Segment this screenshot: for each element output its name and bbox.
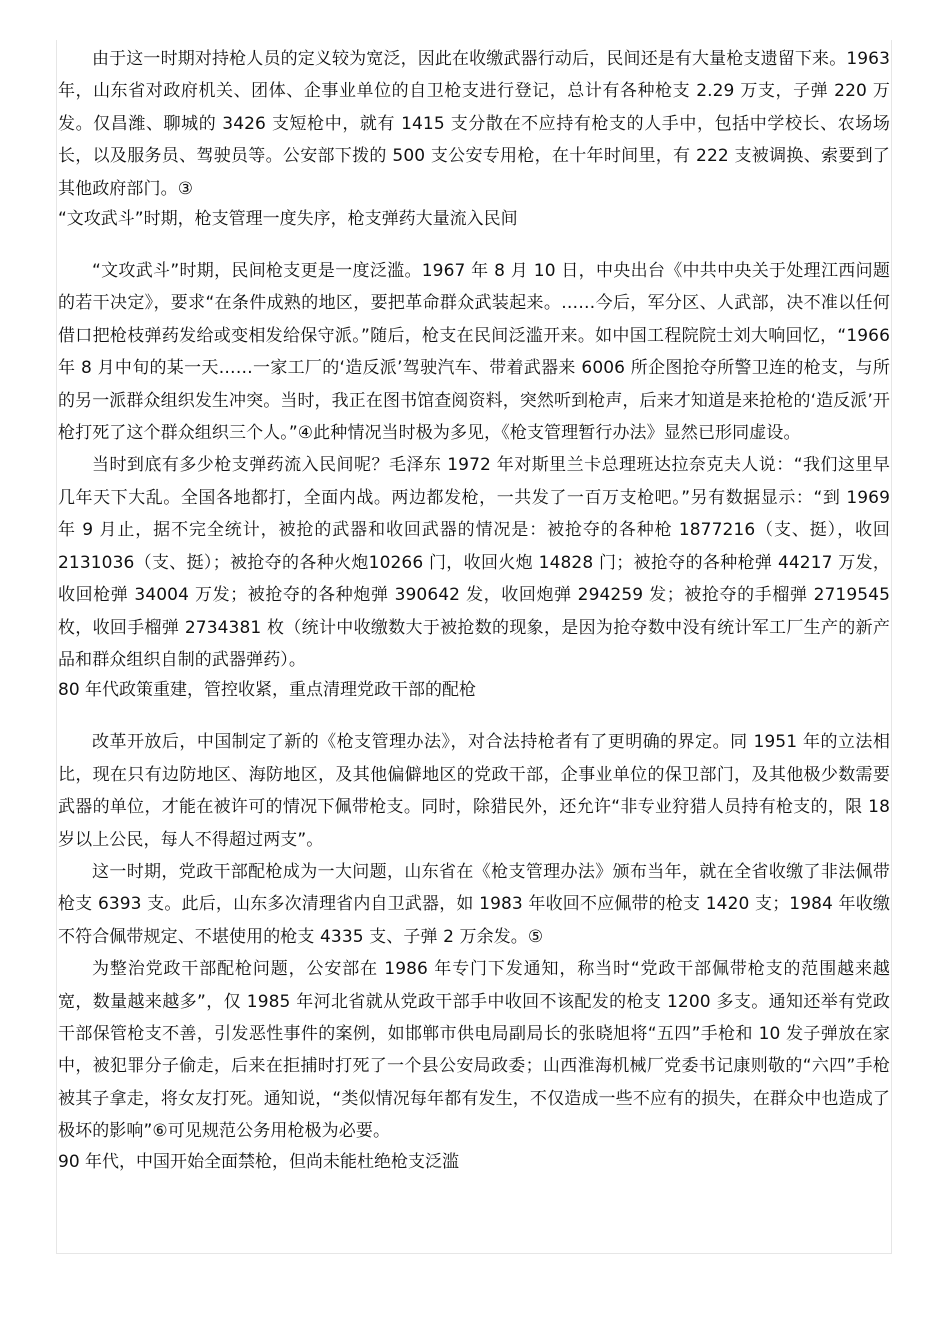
section-heading: “文攻武斗”时期，枪支管理一度失序，枪支弹药大量流入民间 (58, 209, 518, 230)
section-1 (58, 43, 890, 233)
section-3 (58, 726, 890, 1175)
paragraph: 由于这一时期对持枪人员的定义较为宽泛，因此在收缴武器行动后，民间还是有大量枪支遗留下来。1963 年，山东省对政府机关、团体、企事业单位的自卫枪支进行登记，总计有各种枪支 2.29 万支，子弹 220 万发。仅昌潍、聊城的 3426 支短枪中，就有 1415 支分散在不应持有枪支的人手中，包括中学校长、农场场长，以及服务员、驾驶员等。公安部下拨的 500 支公安专用枪，在十年时间里，有 222 支被调换、索要到了其他政府部门。③ (58, 49, 890, 199)
section-heading: 80 年代政策重建，管控收紧，重点清理党政干部的配枪 (58, 680, 477, 701)
paragraph: “文攻武斗”时期，民间枪支更是一度泛滥。1967 年 8 月 10 日，中央出台《中共中央关于处理江西问题的若干决定》，要求“在条件成熟的地区，要把革命群众武装起来。……今后，军分区、人武部，决不准以任何借口把枪枝弹药发给或变相发给保守派。”随后，枪支在民间泛滥开来。如中国工程院院士刘大响回忆，“1966 年 8 月中旬的某一天……一家工厂的‘造反派’驾驶汽车、带着武器来 6006 所企图抢夺所警卫连的枪支，与所的另一派群众组织发生冲突。当时，我正在图书馆查阅资料，突然听到枪声，后来才知道是来抢枪的‘造反派’开枪打死了这个群众组织三个人。”④此种情况当时极为多见，《枪支管理暂行办法》显然已形同虚设。 (58, 261, 890, 444)
document-body (58, 43, 890, 1176)
paragraph: 这一时期，党政干部配枪成为一大问题，山东省在《枪支管理办法》颁布当年，就在全省收缴了非法佩带枪支 6393 支。此后，山东多次清理省内自卫武器，如 1983 年收回不应佩带的枪支 1420 支；1984 年收缴不符合佩带规定、不堪使用的枪支 4335 支、子弹 2 万余发。⑤ (58, 861, 890, 947)
paragraph: 改革开放后，中国制定了新的《枪支管理办法》，对合法持枪者有了更明确的界定。同 1951 年的立法相比，现在只有边防地区、海防地区，及其他偏僻地区的党政干部，企事业单位的保卫部门，及其他极少数需要武器的单位，才能在被许可的情况下佩带枪支。同时，除猎民外，还允许“非专业狩猎人员持有枪支的，限 18 岁以上公民，每人不得超过两支”。 (58, 732, 890, 850)
section-2 (58, 255, 890, 704)
section-heading: 90 年代，中国开始全面禁枪，但尚未能杜绝枪支泛滥 (58, 1151, 460, 1172)
paragraph: 当时到底有多少枪支弹药流入民间呢？毛泽东 1972 年对斯里兰卡总理班达拉奈克夫人说：“我们这里早几年天下大乱。全国各地都打，全面内战。两边都发枪，一共发了一百万支枪吧。”另有数据显示：“到 1969 年 9 月止，据不完全统计，被抢的武器和收回武器的情况是：被抢夺的各种枪 1877216（支、挺），收回2131036（支、挺）；被抢夺的各种火炮10266 门，收回火炮 14828 门；被抢夺的各种枪弹 44217 万发，收回枪弹 34004 万发；被抢夺的各种炮弹 390642 发，收回炮弹 294259 发；被抢夺的手榴弹 2719545 枚，收回手榴弹 2734381 枚（统计中收缴数大于被抢数的现象，是因为抢夺数中没有统计军工厂生产的新产品和群众组织自制的武器弹药）。 (58, 455, 890, 670)
paragraph: 为整治党政干部配枪问题，公安部在 1986 年专门下发通知，称当时“党政干部佩带枪支的范围越来越宽，数量越来越多”，仅 1985 年河北省就从党政干部手中收回不该配发的枪支 1200 多支。通知还举有党政干部保管枪支不善，引发恶性事件的案例，如邯郸市供电局副局长的张晓旭将“五四”手枪和 10 发子弹放在家中，被犯罪分子偷走，后来在拒捕时打死了一个县公安局政委；山西淮海机械厂党委书记康则敬的“六四”手枪被其子拿走，将女友打死。通知说，“类似情况每年都有发生，不仅造成一些不应有的损失，在群众中也造成了极坏的影响”⑥可见规范公务用枪极为必要。 (58, 959, 890, 1142)
